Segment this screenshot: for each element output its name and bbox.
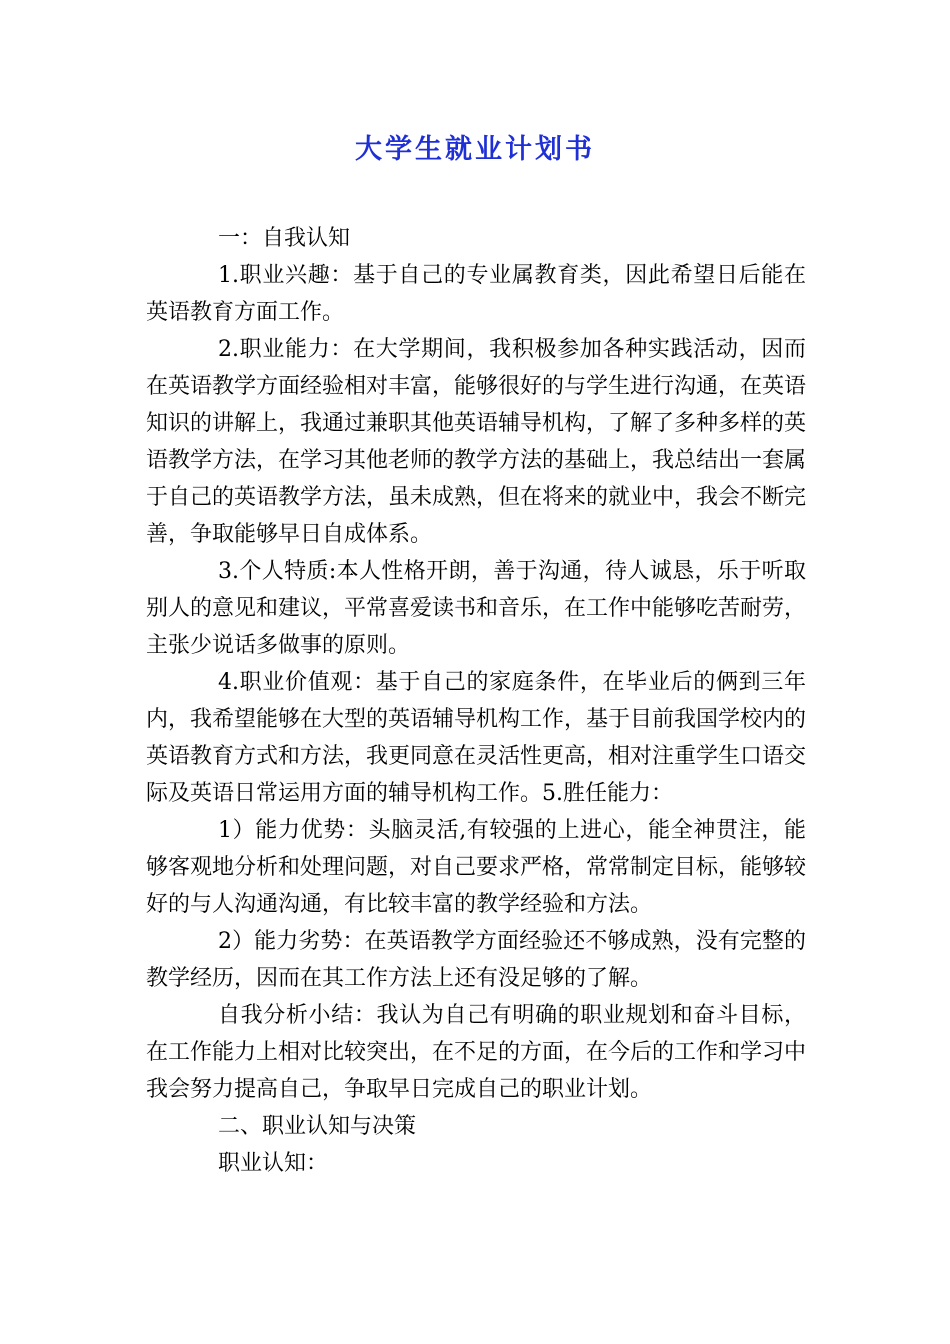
- paragraph-career-interest: 1.职业兴趣：基于自己的专业属教育类，因此希望日后能在英语教育方面工作。: [146, 263, 806, 325]
- paragraph-career-values: 4.职业价值观：基于自己的家庭条件，在毕业后的俩到三年内，我希望能够在大型的英语辅导机构工作，基于目前我国学校内的英语教育方式和方法，我更同意在灵活性更高，相对注重学生口语交际及英语日常运用方面的辅导机构工作。5.胜任能力：: [146, 670, 807, 806]
- paragraph-self-analysis-summary: 自我分析小结：我认为自己有明确的职业规划和奋斗目标，在工作能力上相对比较突出，在不足的方面，在今后的工作和学习中我会努力提高自己，争取早日完成自己的职业计划。: [146, 1003, 807, 1102]
- paragraph-career-cognition: 职业认知：: [218, 1151, 329, 1176]
- section-heading-self-awareness: 一：自我认知: [218, 226, 351, 251]
- paragraph-personal-traits: 3.个人特质:本人性格开朗，善于沟通，待人诚恳，乐于听取别人的意见和建议，平常喜爱读书和音乐，在工作中能够吃苦耐劳，主张少说话多做事的原则。: [146, 559, 807, 658]
- document-body: [146, 220, 806, 1182]
- paragraph-strengths: 1）能力优势：头脑灵活,有较强的上进心，能全神贯注，能够客观地分析和处理问题，对自己要求严格，常常制定目标，能够较好的与人沟通沟通，有比较丰富的教学经验和方法。: [146, 818, 807, 917]
- paragraph-career-ability: 2.职业能力：在大学期间，我积极参加各种实践活动，因而在英语教学方面经验相对丰富，能够很好的与学生进行沟通，在英语知识的讲解上，我通过兼职其他英语辅导机构，了解了多种多样的英语教学方法，在学习其他老师的教学方法的基础上，我总结出一套属于自己的英语教学方法，虽未成熟，但在将来的就业中，我会不断完善，争取能够早日自成体系。: [146, 337, 807, 547]
- section-heading-career-decision: 二、职业认知与决策: [218, 1114, 417, 1139]
- document-title: 大学生就业计划书: [355, 134, 595, 165]
- paragraph-weaknesses: 2）能力劣势：在英语教学方面经验还不够成熟，没有完整的教学经历，因而在其工作方法上还有没足够的了解。: [146, 929, 806, 991]
